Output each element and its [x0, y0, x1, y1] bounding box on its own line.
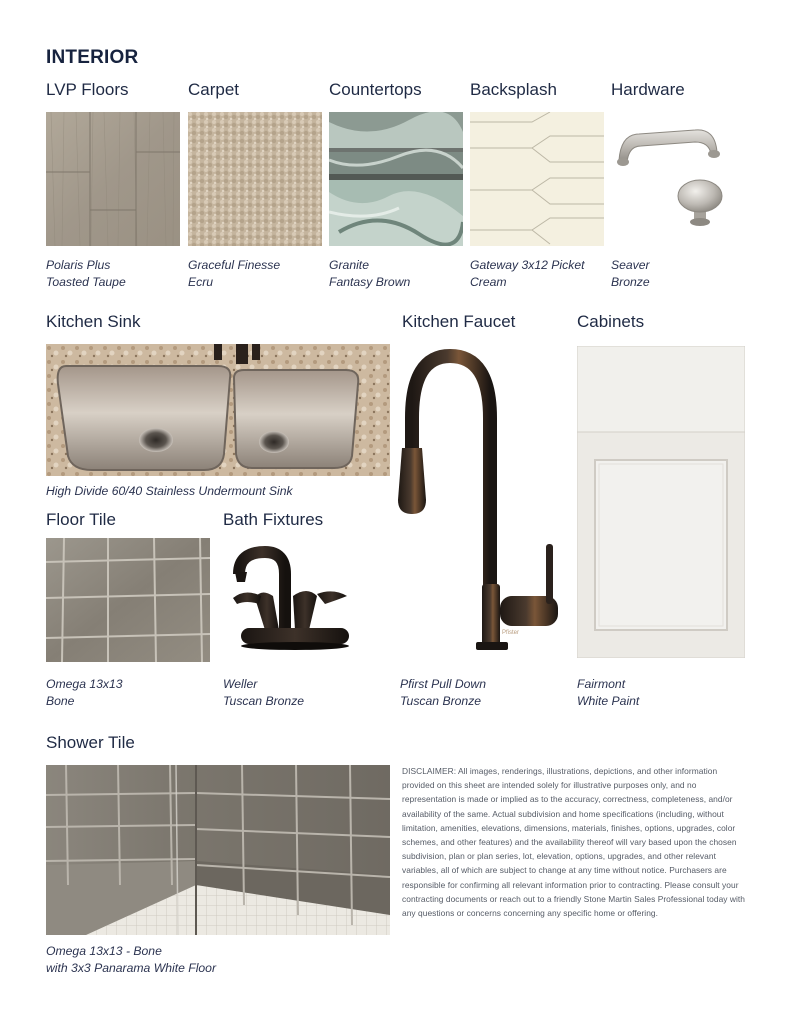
lvp-floor-swatch-image	[46, 112, 180, 246]
kitchen-sink-title: Kitchen Sink	[46, 312, 141, 331]
backsplash-name: Gateway 3x12 Picket	[470, 258, 585, 272]
backsplash-caption	[470, 257, 584, 291]
carpet-color: Ecru	[188, 275, 214, 289]
countertops-caption	[329, 257, 410, 291]
bath-fixtures-title: Bath Fixtures	[223, 510, 324, 529]
backsplash-title: Backsplash	[470, 80, 557, 99]
carpet-swatch-image	[188, 112, 322, 246]
granite-swatch-image	[329, 112, 463, 246]
hardware-title: Hardware	[611, 80, 685, 99]
hardware-caption	[611, 257, 650, 291]
bath-fixture-image	[225, 538, 355, 662]
floor-tile-title: Floor Tile	[46, 510, 116, 529]
kitchen-faucet-name: Pfirst Pull Down	[400, 677, 487, 691]
backsplash-swatch-image	[470, 112, 604, 246]
lvp-floors-color: Toasted Taupe	[46, 275, 126, 289]
page-title: INTERIOR	[46, 47, 139, 68]
bath-fixtures-caption	[223, 676, 304, 710]
bath-fixtures-color: Tuscan Bronze	[223, 694, 305, 708]
lvp-floors-caption	[46, 257, 126, 291]
shower-tile-caption	[46, 943, 216, 977]
kitchen-faucet-title: Kitchen Faucet	[402, 312, 516, 331]
disclaimer-text: DISCLAIMER: All images, renderings, illustrations, depictions, and other information provided on this sheet are intended solely for illustrative purposes only, and no representation is made or implied as to the accuracy, correctness, completeness, and/or availability of the same. Actual subdivision and home specifications (including, without limitation, amenities, elevations, dimensions, materials, finishes, options, upgrades, color schemes, and other features) and the availability thereof will vary based upon the chosen subdivision, plan or plan series, lot, elevation, options, upgrades, and other relevant variables, all of which are subject to change at any time without notice. Purchasers are responsible for confirming all relevant information prior to contracting. Please consult your contracting documents or reach out to a friendly Stone Martin Sales Professional today with any questions or concerns concerning any specific home or offering.	[402, 766, 745, 919]
carpet-name: Graceful Finesse	[188, 258, 281, 272]
backsplash-color: Cream	[470, 275, 507, 289]
countertops-title: Countertops	[329, 80, 422, 99]
shower-tile-name: Omega 13x13 - Bone	[46, 944, 162, 958]
shower-tile-floor: with 3x3 Panarama White Floor	[46, 961, 217, 975]
cabinets-name: Fairmont	[577, 677, 626, 691]
faucet-brand-mark: Pfister	[502, 630, 520, 636]
carpet-title: Carpet	[188, 80, 240, 99]
cabinets-caption	[577, 676, 639, 710]
countertops-name: Granite	[329, 258, 369, 272]
hardware-name: Seaver	[611, 258, 650, 272]
shower-tile-title: Shower Tile	[46, 733, 135, 752]
kitchen-sink-caption	[46, 483, 293, 500]
kitchen-faucet-image	[398, 348, 568, 653]
lvp-floors-title: LVP Floors	[46, 80, 129, 99]
carpet-caption	[188, 257, 280, 291]
floor-tile-name: Omega 13x13	[46, 677, 123, 691]
kitchen-faucet-caption	[400, 676, 486, 710]
countertops-color: Fantasy Brown	[329, 275, 411, 289]
hardware-pull-and-knob-image	[611, 112, 745, 246]
hardware-color: Bronze	[611, 275, 650, 289]
kitchen-sink-image	[46, 344, 390, 476]
cabinets-color: White Paint	[577, 694, 640, 708]
shower-tile-image	[46, 765, 390, 935]
floor-tile-caption	[46, 676, 123, 710]
kitchen-sink-name: High Divide 60/40 Stainless Undermount Sink	[46, 484, 293, 498]
kitchen-faucet-color: Tuscan Bronze	[400, 694, 482, 708]
cabinet-door-image	[577, 346, 745, 658]
floor-tile-image	[46, 538, 210, 662]
bath-fixtures-name: Weller	[223, 677, 258, 691]
floor-tile-color: Bone	[46, 694, 75, 708]
cabinets-title: Cabinets	[577, 312, 645, 331]
lvp-floors-name: Polaris Plus	[46, 258, 111, 272]
